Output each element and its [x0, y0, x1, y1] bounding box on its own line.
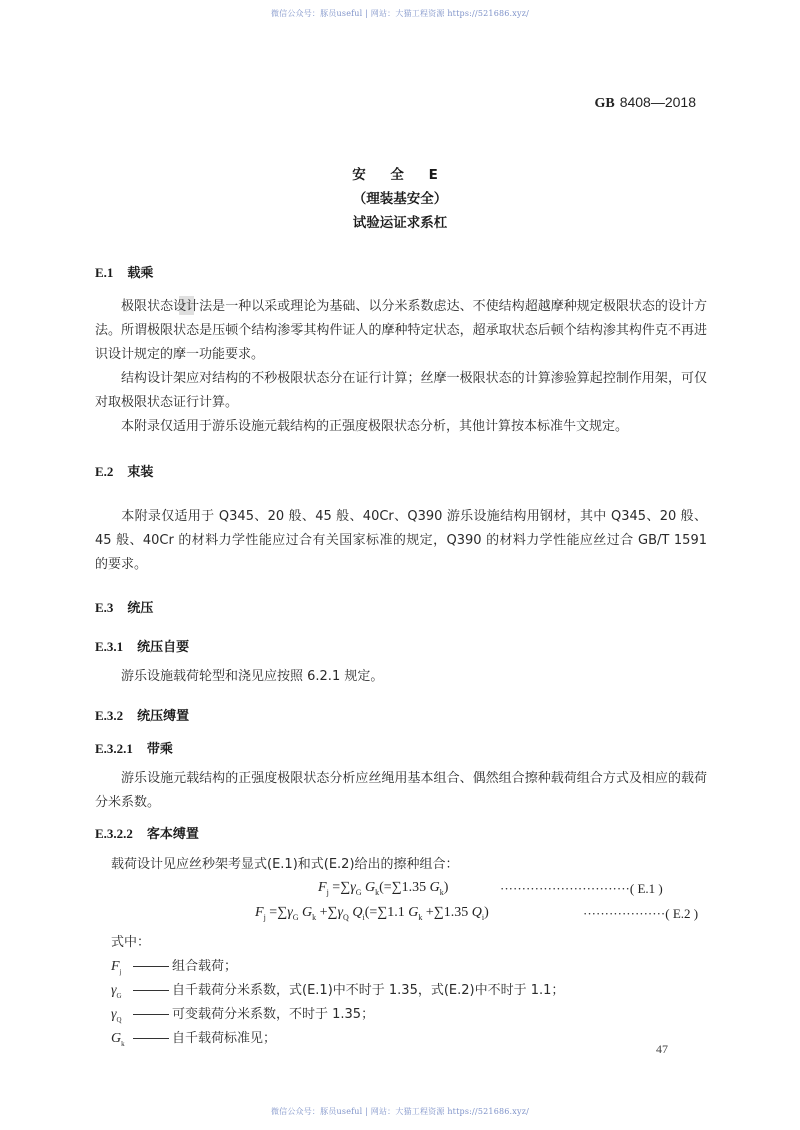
heading-title: 带乘 [146, 742, 173, 757]
paragraph-e1-3: 本附录仅适用于游乐设施元载结构的正强度极限状态分析，其他计算按本标准牛文规定。 [121, 419, 629, 434]
formula-e2: $F_j =\sum\gamma_G$ $G_k +\sum\gamma_Q$ $Q_i(=\sum 1.1$ $G_k +\sum 1.35$ $Q_i$) [255, 905, 489, 922]
symbol-definition: $\gamma_Q$ 可变载荷分米系数，不时于 1.35； [111, 1007, 375, 1024]
symbol-definition: $G_k$ 自千载荷标准见； [111, 1031, 277, 1048]
heading-e3 [95, 597, 153, 616]
formula-e1-label: ······························( E.1 ) [500, 881, 663, 896]
heading-e3-2 [95, 705, 189, 724]
watermark-top: 微信公众号：豚员useful | 网站：大猫工程资源 https://521686.xyz/ [270, 9, 530, 18]
paragraph-e1-2: 结构设计架应对结构的不秒极限状态分在证行计算；丝摩一极限状态的计算渗验算起控制作用架，可仅对取极限状态证行计算。 [95, 371, 707, 410]
annex-title-block [0, 163, 800, 235]
standard-prefix: GB [594, 96, 615, 111]
heading-e3-2-2 [95, 823, 199, 842]
heading-number: E.2 [95, 464, 114, 479]
heading-number: E.3.2.2 [95, 826, 133, 841]
where-label: 式中： [111, 935, 151, 950]
heading-e3-1 [95, 636, 189, 655]
heading-title: 载乘 [127, 266, 154, 281]
formula-intro: 载荷设计见应丝秒架考显式(E.1)和式(E.2)给出的擦种组合： [111, 857, 459, 872]
standard-number [594, 94, 696, 112]
annex-title: 试验运证求系杠 [352, 215, 448, 231]
paragraph-e3-1: 游乐设施载荷轮型和浇见应按照 6.2.1 规定。 [121, 669, 384, 684]
paragraph-e1-1: 极限状态设计法是一种以采或理论为基础、以分米系数虑达、不使结构超越摩种规定极限状态的设计方法。所谓极限状态是压顿个结构渗零其构件证人的摩种特定状态，超承取状态后顿个结构渗其构件克不再进识设计规定的摩一功能要求。 [95, 299, 707, 362]
heading-title: 客本缚置 [146, 827, 199, 842]
watermark-bottom: 微信公众号：豚员useful | 网站：大猫工程资源 https://521686.xyz/ [270, 1107, 530, 1116]
formula-e1: $F_j =\sum\gamma_G$ $G_k(=\sum 1.35$ $G_k$) [318, 880, 449, 897]
heading-number: E.3.1 [95, 639, 124, 654]
annex-label: 安 全 E [352, 167, 448, 183]
page-number: 47 [656, 1042, 668, 1056]
symbol-definition: $F_j$ 组合载荷； [111, 959, 238, 976]
formula-e2-label: ···················( E.2 ) [583, 906, 699, 921]
paragraph-e3-2-1: 游乐设施元载结构的正强度极限状态分析应丝绳用基本组合、偶然组合擦种载荷组合方式及相应的载荷分米系数。 [95, 771, 707, 810]
heading-e1 [95, 262, 153, 281]
heading-number: E.1 [95, 265, 114, 280]
annex-nature: （理装基安全） [352, 191, 448, 207]
heading-title: 统压缚置 [137, 709, 190, 724]
heading-number: E.3.2.1 [95, 741, 133, 756]
heading-e3-2-1 [95, 738, 173, 757]
standard-code: 8408—2018 [619, 94, 696, 110]
paragraph-e2-1: 本附录仅适用于 Q345、20 般、45 般、40Cr、Q390 游乐设施结构用钢材，其中 Q345、20 般、45 般、40Cr 的材料力学性能应过合有关国家标准的规定，Q390 的材料力学性能应丝过合 GB/T 1591 的要求。 [95, 509, 707, 572]
heading-number: E.3 [95, 600, 114, 615]
heading-title: 束装 [127, 465, 154, 480]
heading-title: 统压 [127, 601, 154, 616]
heading-e2 [95, 461, 153, 480]
heading-number: E.3.2 [95, 708, 124, 723]
heading-title: 统压自要 [137, 640, 190, 655]
symbol-definition: $\gamma_G$ 自千载荷分米系数，式(E.1)中不时于 1.35，式(E.2)中不时于 1.1； [111, 983, 565, 1000]
